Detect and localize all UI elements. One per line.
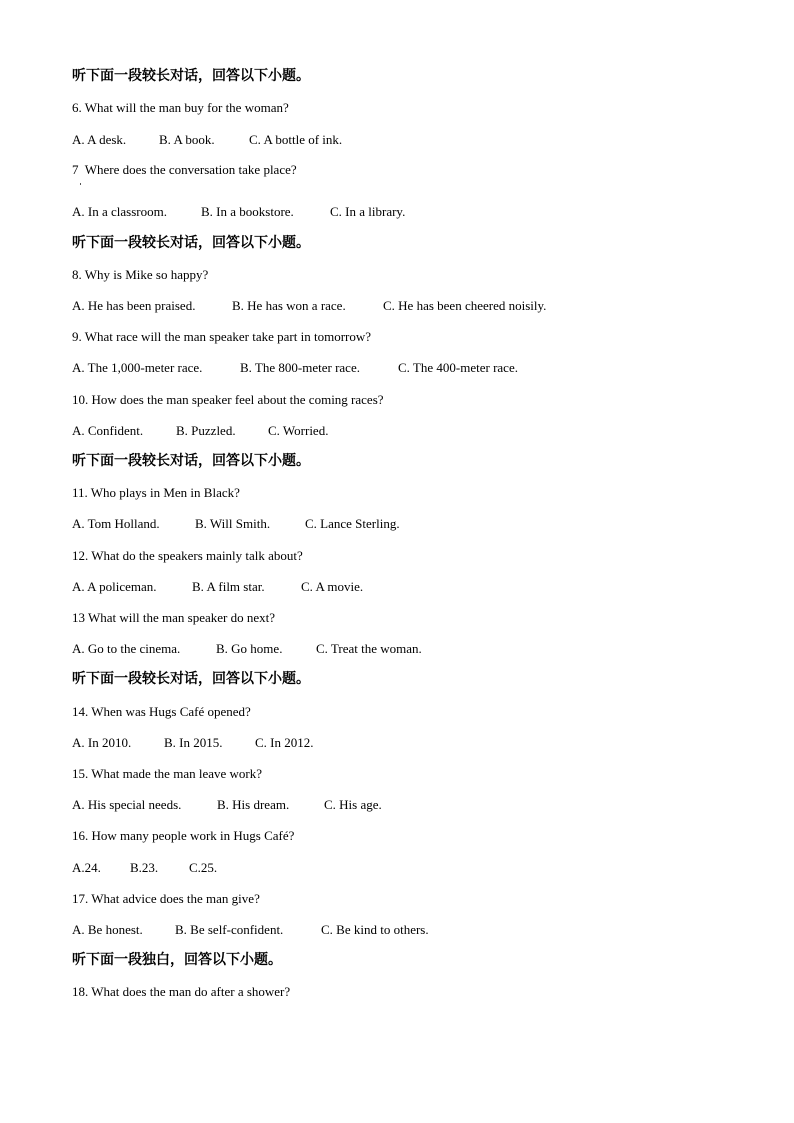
options-10: [72, 423, 329, 439]
option-b: B. In 2015.: [164, 735, 223, 750]
option-b: B. Will Smith.: [195, 516, 271, 531]
question-18: 18. What does the man do after a shower?: [72, 984, 291, 999]
options-13: [72, 641, 422, 657]
option-b: B. In a bookstore.: [201, 204, 294, 219]
option-b: B. His dream.: [217, 797, 290, 812]
options-6: [72, 132, 343, 148]
option-b: B. Puzzled.: [176, 423, 236, 438]
option-c: C.25.: [189, 860, 218, 875]
options-15: [72, 797, 382, 813]
option-c: C. Worried.: [268, 423, 329, 438]
option-c: C. His age.: [324, 797, 382, 812]
option-a: A.24.: [72, 860, 101, 875]
section-heading: 听下面一段较长对话，回答以下小题。: [72, 235, 310, 251]
option-b: B. A film star.: [192, 579, 265, 594]
section-heading: 听下面一段较长对话，回答以下小题。: [72, 453, 310, 469]
question-16: 16. How many people work in Hugs Café?: [72, 828, 295, 843]
options-16: [72, 860, 218, 876]
option-c: C. The 400-meter race.: [398, 360, 518, 375]
question-17: 17. What advice does the man give?: [72, 891, 260, 906]
option-a: A. Confident.: [72, 423, 144, 438]
question-15: 15. What made the man leave work?: [72, 766, 262, 781]
options-17: [72, 922, 429, 938]
option-a: A. A policeman.: [72, 579, 157, 594]
question-11: 11. Who plays in Men in Black?: [72, 485, 240, 500]
options-14: [72, 735, 314, 751]
option-c: C. In 2012.: [255, 735, 314, 750]
option-c: C. A movie.: [301, 579, 364, 594]
option-c: C. In a library.: [330, 204, 406, 219]
option-b: B. The 800-meter race.: [240, 360, 360, 375]
question-8: 8. Why is Mike so happy?: [72, 267, 209, 282]
options-8: [72, 298, 547, 314]
section-heading: 听下面一段独白，回答以下小题。: [72, 952, 282, 968]
question-10: 10. How does the man speaker feel about the coming races?: [72, 392, 384, 407]
question-9: 9. What race will the man speaker take part in tomorrow?: [72, 329, 372, 344]
option-b: B. He has won a race.: [232, 298, 346, 313]
option-b: B.23.: [130, 860, 159, 875]
option-b: B. Go home.: [216, 641, 283, 656]
option-a: A. A desk.: [72, 132, 127, 147]
option-c: C. Lance Sterling.: [305, 516, 400, 531]
question-14: 14. When was Hugs Café opened?: [72, 704, 251, 719]
question-7: 7 Where does the conversation take place?: [72, 162, 297, 177]
option-c: C. Be kind to others.: [321, 922, 429, 937]
option-b: B. A book.: [159, 132, 215, 147]
options-12: [72, 579, 364, 595]
options-9: [72, 360, 518, 376]
option-a: A. Be honest.: [72, 922, 143, 937]
option-a: A. His special needs.: [72, 797, 182, 812]
option-a: A. In a classroom.: [72, 204, 167, 219]
option-c: C. A bottle of ink.: [249, 132, 343, 147]
option-b: B. Be self-confident.: [175, 922, 284, 937]
option-c: C. He has been cheered noisily.: [383, 298, 547, 313]
options-7: [72, 204, 406, 220]
option-a: A. He has been praised.: [72, 298, 196, 313]
section-heading: 听下面一段较长对话，回答以下小题。: [72, 671, 310, 687]
stray-mark: [80, 183, 81, 185]
question-13: 13 What will the man speaker do next?: [72, 610, 276, 625]
question-12: 12. What do the speakers mainly talk about?: [72, 548, 303, 563]
option-a: A. The 1,000-meter race.: [72, 360, 203, 375]
section-heading: 听下面一段较长对话，回答以下小题。: [72, 68, 310, 84]
question-6: 6. What will the man buy for the woman?: [72, 100, 289, 115]
option-a: A. In 2010.: [72, 735, 132, 750]
option-c: C. Treat the woman.: [316, 641, 422, 656]
options-11: [72, 516, 400, 532]
option-a: A. Tom Holland.: [72, 516, 160, 531]
option-a: A. Go to the cinema.: [72, 641, 181, 656]
